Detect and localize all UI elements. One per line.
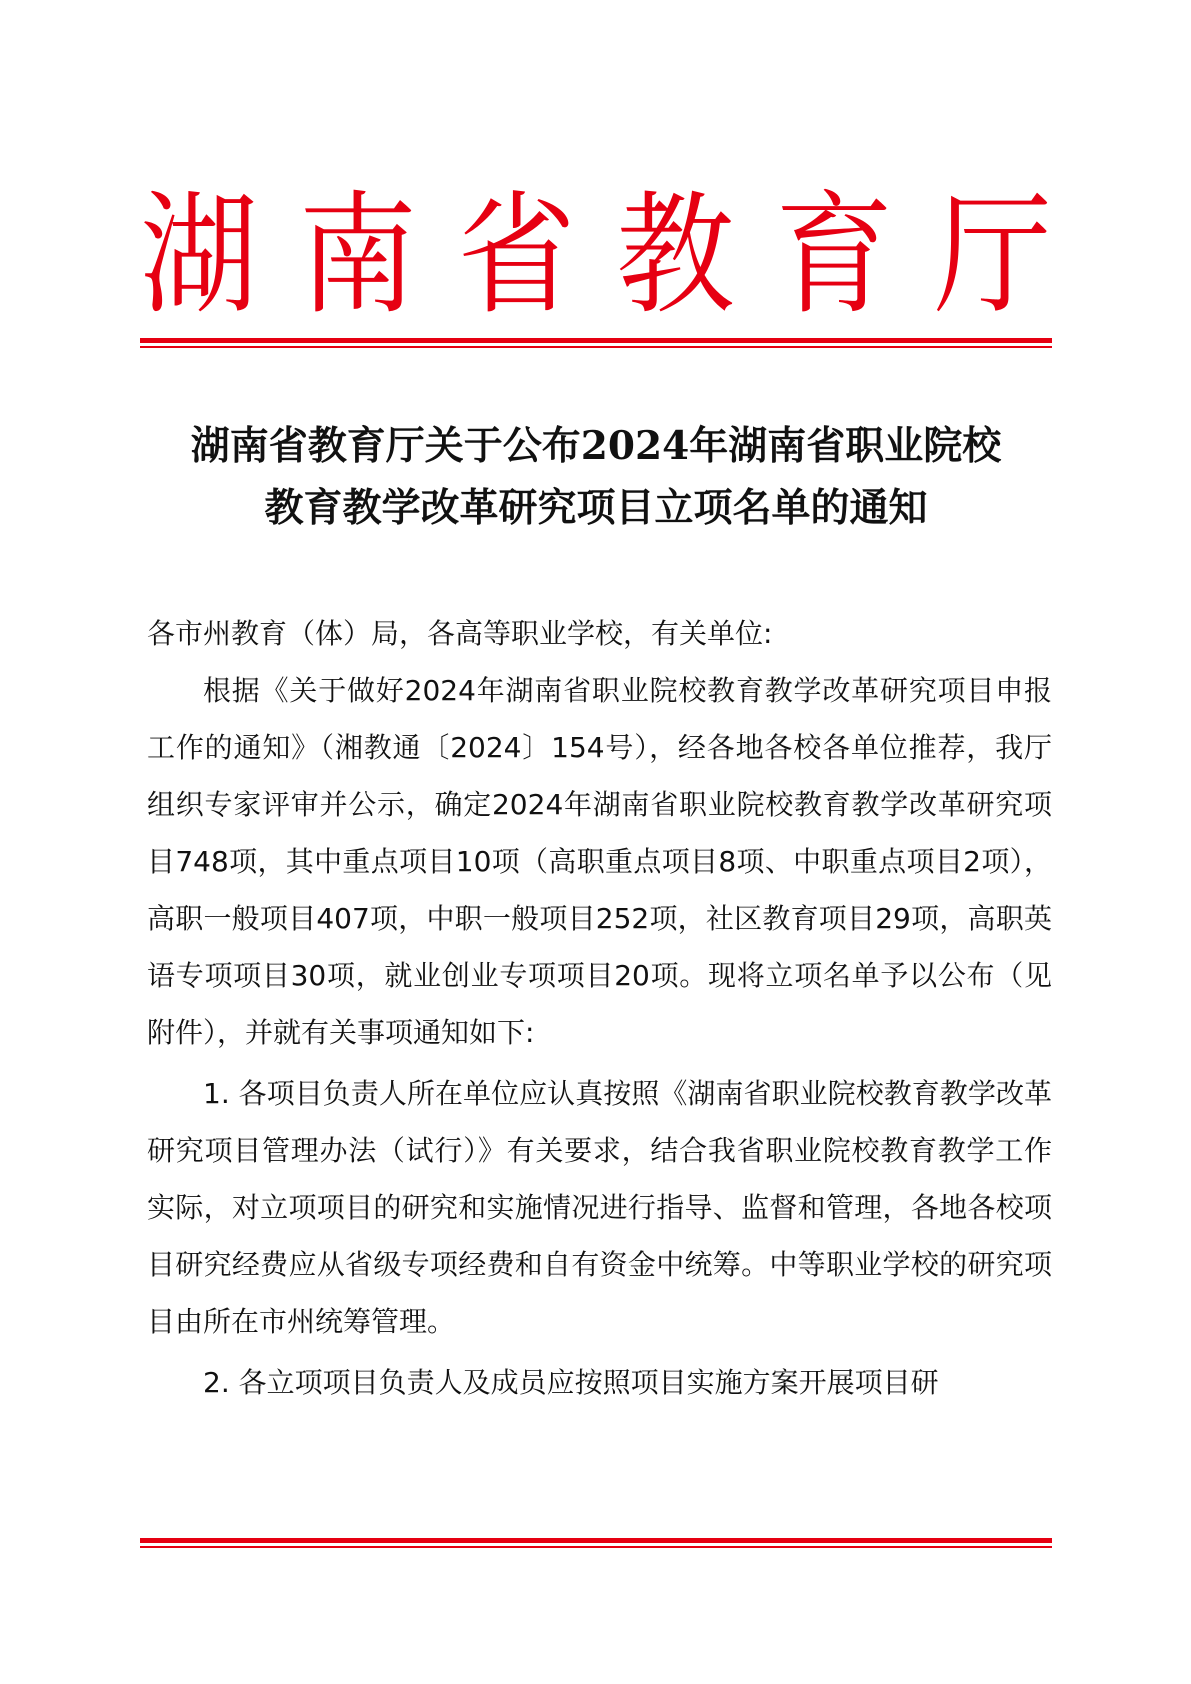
document-title-line-1: 湖南省教育厅关于公布2024年湖南省职业院校 — [190, 423, 1002, 469]
letterhead-char: 育 — [775, 177, 894, 333]
body-paragraph-item-1: 1. 各项目负责人所在单位应认真按照《湖南省职业院校教育教学改革研究项目管理办法（试行）》有关要求，结合我省职业院校教育教学工作实际，对立项项目的研究和实施情况进行指导、监督和管理，各地各校项目研究经费应从省级专项经费和自有资金中统筹。中等职业学校的研究项目由所在市州统筹管理。 — [147, 1077, 1052, 1338]
letterhead-title — [140, 177, 1052, 333]
letterhead-char: 省 — [457, 177, 576, 333]
letterhead-char: 南 — [298, 177, 417, 333]
letterhead-rule-thin — [140, 346, 1052, 348]
letterhead-char: 湖 — [140, 177, 259, 333]
footer-rule-thick — [140, 1538, 1052, 1543]
letterhead-char: 教 — [616, 177, 735, 333]
document-body — [147, 605, 1052, 1411]
addressee-line: 各市州教育（体）局，各高等职业学校，有关单位: — [147, 617, 773, 650]
body-paragraph-intro: 根据《关于做好2024年湖南省职业院校教育教学改革研究项目申报工作的通知》（湘教通〔2024〕154号），经各地各校各单位推荐，我厅组织专家评审并公示，确定2024年湖南省职业院校教育教学改革研究项目748项，其中重点项目10项（高职重点项目8项、中职重点项目2项），高职一般项目407项，中职一般项目252项，社区教育项目29项，高职英语专项项目30项，就业创业专项项目20项。现将立项名单予以公布（见附件），并就有关事项通知如下: — [147, 674, 1052, 1049]
footer-rule-thin — [140, 1546, 1052, 1548]
letterhead-rule-thick — [140, 338, 1052, 343]
document-title — [140, 415, 1052, 539]
letterhead-char: 厅 — [933, 177, 1052, 333]
document-title-line-2: 教育教学改革研究项目立项名单的通知 — [264, 485, 928, 531]
body-paragraph-item-2: 2. 各立项项目负责人及成员应按照项目实施方案开展项目研 — [203, 1366, 939, 1399]
